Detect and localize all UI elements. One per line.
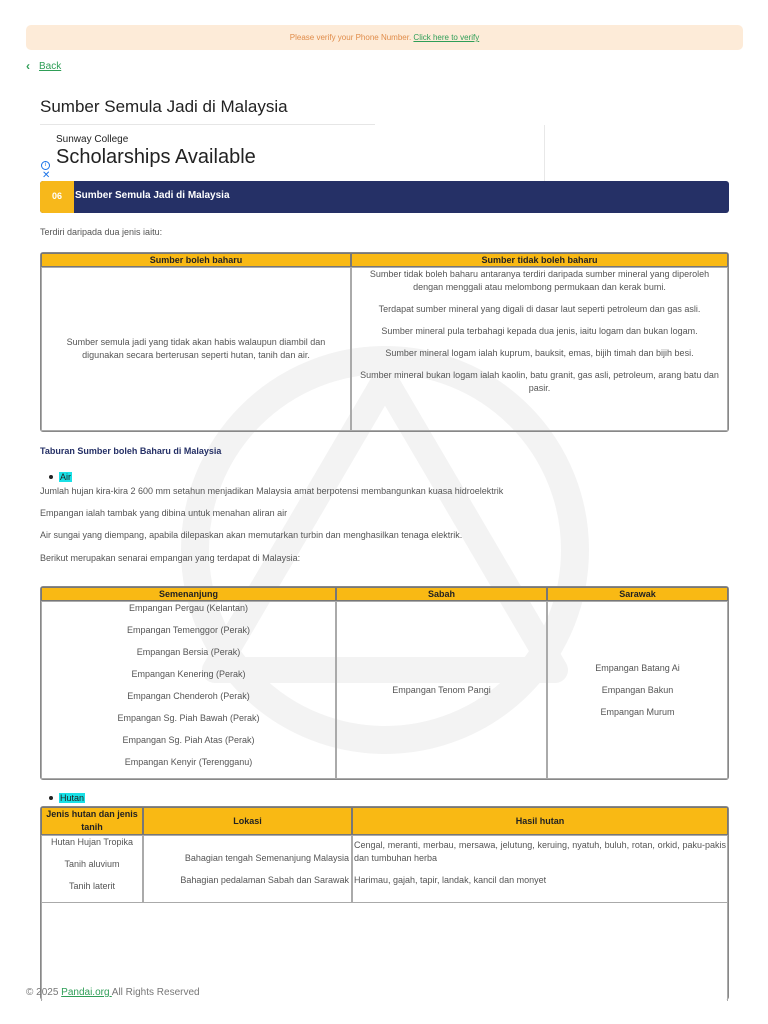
ad-headline[interactable]: Scholarships Available — [56, 146, 256, 168]
ad-org: Sunway College — [56, 134, 129, 145]
dam-item: Empangan Batang Ai — [595, 662, 680, 673]
forest-type: Hutan Hujan Tropika — [50, 837, 134, 847]
back-link[interactable] — [26, 59, 61, 73]
dam-item: Empangan Tenom Pangi — [392, 684, 491, 695]
nonrenewable-desc: Sumber mineral logam ialah kuprum, bauksit, emas, bijih timah dan bijih besi. — [385, 348, 694, 358]
table-cell — [352, 835, 728, 903]
air-label: Air — [60, 472, 71, 482]
verify-phone-banner — [26, 25, 743, 50]
bullet-icon — [49, 475, 53, 479]
table-header: Jenis hutan dan jenis tanih — [41, 807, 143, 835]
chevron-left-icon: ‹ — [26, 59, 30, 73]
intro-text: Terdiri daripada dua jenis iaitu: — [40, 227, 163, 237]
table-header: Semenanjung — [41, 587, 336, 601]
ad-close-icon[interactable]: ✕ — [42, 170, 51, 181]
dam-item: Empangan Bakun — [601, 684, 674, 695]
table-cell — [351, 267, 728, 431]
list-item — [49, 793, 85, 803]
renewable-desc: Sumber semula jadi yang tidak akan habis walaupun diambil dan digunakan secara berterusan seperti hutan, tanih dan air. — [66, 337, 326, 360]
table-cell — [41, 267, 351, 431]
dam-item: Empangan Pergau (Kelantan) — [128, 603, 249, 613]
verify-link[interactable]: Click here to verify — [413, 33, 480, 42]
dam-item: Empangan Sg. Piah Atas (Perak) — [122, 735, 255, 745]
paragraph: Jumlah hujan kira-kira 2 600 mm setahun menjadikan Malaysia amat berpotensi membangunkan kuasa hidroelektrik — [40, 486, 504, 496]
forest-animals: Harimau, gajah, tapir, landak, kancil dan monyet — [354, 875, 547, 885]
soil-type: Tanih aluvium — [64, 859, 120, 869]
nonrenewable-desc: Terdapat sumber mineral yang digali di dasar laut seperti petroleum dan gas asli. — [378, 304, 701, 314]
forest-products: Cengal, meranti, merbau, mersawa, jelutung, keruing, nyatuh, buluh, rotan, orkid, paku-pakis dan tumbuhan herba — [354, 840, 726, 863]
resource-types-table — [40, 252, 729, 432]
hutan-label: Hutan — [60, 793, 85, 803]
dam-item: Empangan Kenering (Perak) — [131, 669, 246, 679]
paragraph: Empangan ialah tambak yang dibina untuk menahan aliran air — [40, 508, 288, 518]
footer-prefix: © 2025 — [26, 987, 62, 998]
table-header: Sarawak — [547, 587, 728, 601]
location: Bahagian tengah Semenanjung Malaysia — [184, 852, 349, 863]
banner-text: Please verify your Phone Number. — [289, 33, 412, 42]
table-header: Sabah — [336, 587, 547, 601]
taburan-heading: Taburan Sumber boleh Baharu di Malaysia — [40, 446, 222, 456]
bullet-icon — [49, 796, 53, 800]
section-number: 06 — [40, 181, 74, 213]
ad-banner[interactable] — [40, 125, 545, 182]
table-cell — [41, 601, 336, 779]
section-title: Sumber Semula Jadi di Malaysia — [75, 190, 230, 201]
section-header — [40, 181, 729, 213]
forest-table — [40, 806, 729, 1000]
table-border — [727, 903, 728, 1001]
table-header: Sumber tidak boleh baharu — [351, 253, 728, 267]
dam-item: Empangan Murum — [600, 706, 675, 717]
list-item — [49, 472, 72, 482]
back-label: Back — [39, 60, 62, 72]
pandai-link[interactable]: Pandai.org — [61, 987, 112, 998]
dams-table — [40, 586, 729, 780]
dam-item: Empangan Bersia (Perak) — [136, 647, 241, 657]
table-header: Hasil hutan — [352, 807, 728, 835]
table-cell — [41, 835, 143, 903]
table-cell — [336, 601, 547, 779]
soil-type: Tanih laterit — [68, 881, 116, 891]
page-title: Sumber Semula Jadi di Malaysia — [40, 97, 288, 116]
table-cell — [547, 601, 728, 779]
paragraph: Air sungai yang diempang, apabila dilepaskan akan memutarkan turbin dan menghasilkan tenaga elektrik. — [40, 530, 463, 540]
table-cell — [143, 835, 352, 903]
ad-info-icon[interactable]: i — [41, 161, 50, 170]
nonrenewable-desc: Sumber mineral pula terbahagi kepada dua jenis, iaitu logam dan bukan logam. — [381, 326, 698, 336]
location: Bahagian pedalaman Sabah dan Sarawak — [180, 874, 349, 885]
table-header: Lokasi — [143, 807, 352, 835]
nonrenewable-desc: Sumber tidak boleh baharu antaranya terdiri daripada sumber mineral yang diperoleh dengan menggali atau melombong permukaan dan kerak bumi. — [369, 269, 710, 292]
dam-item: Empangan Sg. Piah Bawah (Perak) — [117, 713, 260, 723]
paragraph: Berikut merupakan senarai empangan yang terdapat di Malaysia: — [40, 553, 301, 563]
dam-item: Empangan Kenyir (Terengganu) — [124, 757, 253, 767]
dam-item: Empangan Temenggor (Perak) — [127, 625, 250, 635]
dam-item: Empangan Chenderoh (Perak) — [127, 691, 250, 701]
table-header: Sumber boleh baharu — [41, 253, 351, 267]
footer — [26, 987, 200, 998]
footer-suffix: All Rights Reserved — [111, 987, 200, 998]
nonrenewable-desc: Sumber mineral bukan logam ialah kaolin, batu granit, gas asli, petroleum, arang batu dan pasir. — [360, 370, 719, 393]
